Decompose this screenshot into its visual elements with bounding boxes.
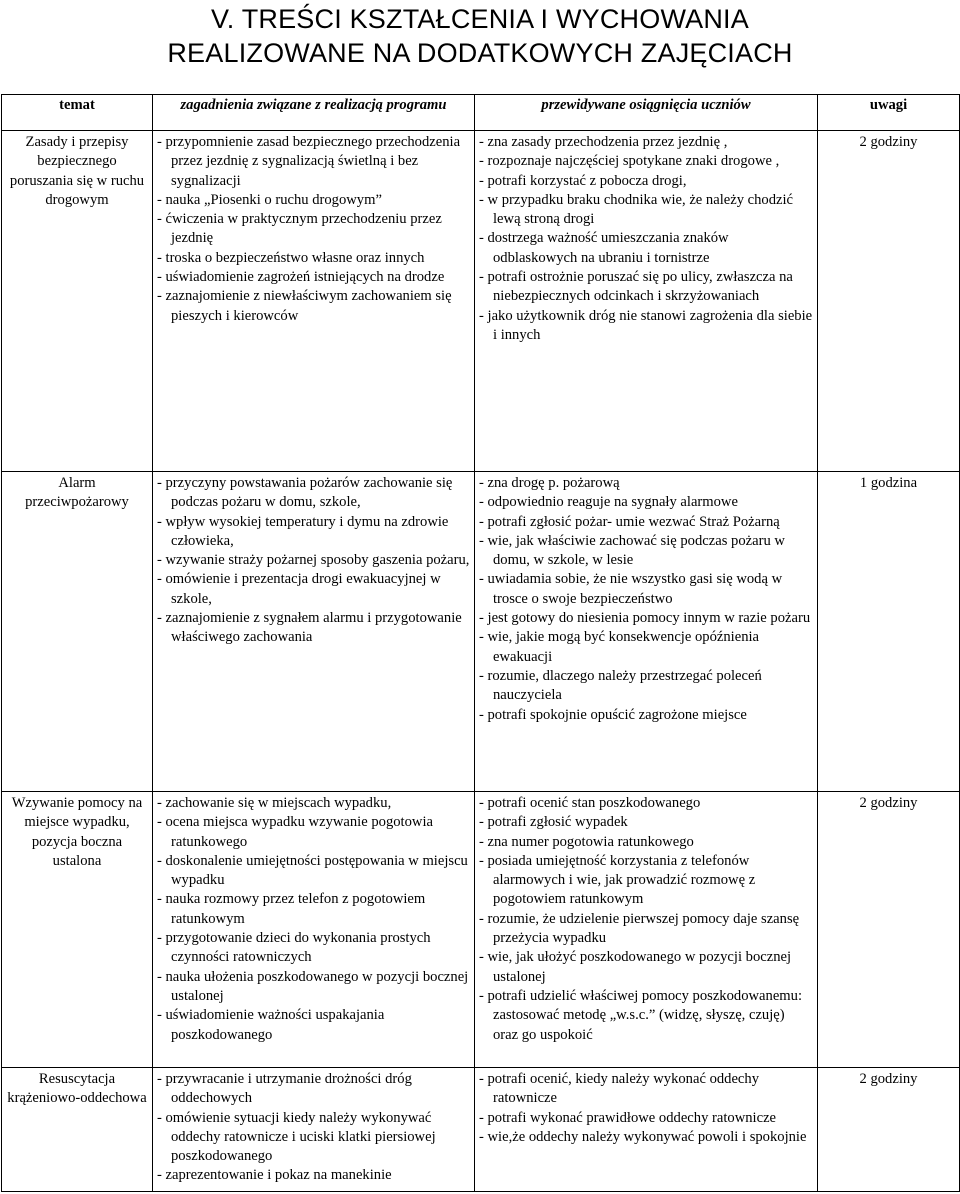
issue-item: - ćwiczenia w praktycznym przechodzeniu przez jezdnię (157, 211, 442, 247)
outcome-item: - potrafi udzielić właściwej pomocy poszkodowanemu: zastosować metodę „w.s.c.” (widzę, słyszę, czuję) oraz go uspokoić (479, 987, 802, 1043)
outcome-item: - rozumie, dlaczego należy przestrzegać poleceń nauczyciela (479, 667, 762, 704)
page-title (0, 0, 960, 70)
issue-item: - przygotowanie dzieci do wykonania prostych czynności ratowniczych (157, 930, 431, 966)
outcome-item: - dostrzega ważność umieszczania znaków odblaskowych na ubraniu i tornistrze (479, 230, 729, 266)
outcome-item: - potrafi spokojnie opuścić zagrożone miejsce (479, 706, 747, 723)
table-row (2, 131, 960, 472)
outcome-item: - odpowiednio reaguje na sygnały alarmowe (479, 494, 738, 511)
outcome-item: - potrafi korzystać z pobocza drogi, (479, 172, 687, 189)
outcome-item: - potrafi ocenić, kiedy należy wykonać oddechy ratownicze (479, 1071, 760, 1107)
issue-item: - troska o bezpieczeństwo własne oraz innych (157, 249, 425, 266)
issue-item: - ocena miejsca wypadku wzywanie pogotowia ratunkowego (157, 814, 433, 850)
cell-topic: Zasady i przepisy bezpiecznego poruszania się w ruchu drogowym (2, 131, 153, 472)
header-issues: zagadnienia związane z realizacją programu (153, 95, 475, 131)
issue-item: - nauka „Piosenki o ruchu drogowym” (157, 191, 382, 208)
outcome-item: - wie, jak właściwie zachować się podczas pożaru w domu, w szkole, w lesie (479, 532, 785, 569)
issue-item: - nauka rozmowy przez telefon z pogotowiem ratunkowym (157, 891, 426, 927)
cell-notes: 2 godziny (818, 131, 960, 472)
table-row (2, 792, 960, 1068)
cell-outcomes (475, 472, 818, 792)
issue-item: - zachowanie się w miejscach wypadku, (157, 795, 392, 811)
issue-item: - nauka ułożenia poszkodowanego w pozycji bocznej ustalonej (157, 968, 469, 1004)
cell-outcomes (475, 1068, 818, 1192)
issue-item: - wpływ wysokiej temperatury i dymu na zdrowie człowieka, (157, 513, 449, 549)
outcome-item: - potrafi ocenić stan poszkodowanego (479, 795, 701, 811)
issue-item: - przywracanie i utrzymanie drożności dróg oddechowych (157, 1071, 412, 1107)
issue-item: - omówienie sytuacji kiedy należy wykonywać oddechy ratownicze i uciski klatki piersiowej poszkodowanego (157, 1109, 436, 1165)
cell-topic: Wzywanie pomocy na miejsce wypadku, pozycja boczna ustalona (2, 792, 153, 1068)
header-topic: temat (2, 95, 153, 131)
header-outcomes: przewidywane osiągnięcia uczniów (475, 95, 818, 131)
cell-topic: Alarm przeciwpożarowy (2, 472, 153, 792)
table-row (2, 472, 960, 792)
outcome-item: - potrafi zgłosić wypadek (479, 814, 628, 831)
outcome-item: - jest gotowy do niesienia pomocy innym w razie pożaru (479, 610, 811, 627)
curriculum-table (1, 94, 960, 1192)
table-header-row (2, 95, 960, 131)
outcome-item: - wie,że oddechy należy wykonywać powoli i spokojnie (479, 1128, 807, 1145)
cell-notes: 2 godziny (818, 1068, 960, 1192)
issue-item: - doskonalenie umiejętności postępowania w miejscu wypadku (157, 852, 468, 889)
outcome-item: - potrafi wykonać prawidłowe oddechy ratownicze (479, 1109, 777, 1126)
issue-item: - zaznajomienie z sygnałem alarmu i przygotowanie właściwego zachowania (157, 610, 462, 646)
outcome-item: - zna zasady przechodzenia przez jezdnię , (479, 134, 728, 150)
table-body (2, 131, 960, 1192)
cell-notes: 1 godzina (818, 472, 960, 792)
cell-issues (153, 131, 475, 472)
cell-issues (153, 472, 475, 792)
outcome-item: - rozpoznaje najczęściej spotykane znaki drogowe , (479, 153, 780, 170)
cell-topic: Resuscytacja krążeniowo-oddechowa (2, 1068, 153, 1192)
cell-issues (153, 792, 475, 1068)
issue-item: - zaznajomienie z niewłaściwym zachowaniem się pieszych i kierowców (157, 288, 452, 324)
outcome-item: - zna numer pogotowia ratunkowego (479, 833, 694, 850)
issue-item: - uświadomienie ważności uspakajania poszkodowanego (157, 1007, 385, 1043)
cell-outcomes (475, 131, 818, 472)
cell-outcomes (475, 792, 818, 1068)
title-line-1: V. TREŚCI KSZTAŁCENIA I WYCHOWANIA (211, 4, 749, 34)
issue-item: - uświadomienie zagrożeń istniejących na drodze (157, 269, 445, 286)
outcome-item: - wie, jak ułożyć poszkodowanego w pozycji bocznej ustalonej (479, 949, 792, 985)
outcome-item: - posiada umiejętność korzystania z telefonów alarmowych i wie, jak prowadzić rozmowę z pogotowiem ratunkowym (479, 852, 756, 908)
outcome-item: - wie, jakie mogą być konsekwencje opóźnienia ewakuacji (479, 629, 760, 665)
outcome-item: - w przypadku braku chodnika wie, że należy chodzić lewą stroną drogi (479, 191, 794, 228)
header-notes: uwagi (818, 95, 960, 131)
title-line-2: REALIZOWANE NA DODATKOWYCH ZAJĘCIACH (167, 38, 793, 68)
issue-item: - omówienie i prezentacja drogi ewakuacyjnej w szkole, (157, 571, 441, 607)
outcome-item: - zna drogę p. pożarową (479, 475, 620, 491)
cell-issues (153, 1068, 475, 1192)
outcome-item: - rozumie, że udzielenie pierwszej pomocy daje szansę przeżycia wypadku (479, 910, 800, 947)
table-row (2, 1068, 960, 1192)
issue-item: - przypomnienie zasad bezpiecznego przechodzenia przez jezdnię z sygnalizacją świetlną i bez sygnalizacji (157, 134, 461, 189)
cell-notes: 2 godziny (818, 792, 960, 1068)
outcome-item: - jako użytkownik dróg nie stanowi zagrożenia dla siebie i innych (479, 307, 813, 343)
issue-item: - zaprezentowanie i pokaz na manekinie (157, 1167, 392, 1184)
outcome-item: - potrafi ostrożnie poruszać się po ulicy, zwłaszcza na niebezpiecznych odcinkach i skrzyżowaniach (479, 269, 793, 305)
issue-item: - przyczyny powstawania pożarów zachowanie się podczas pożaru w domu, szkole, (157, 475, 453, 511)
outcome-item: - uwiadamia sobie, że nie wszystko gasi się wodą w trosce o swoje bezpieczeństwo (479, 571, 783, 607)
outcome-item: - potrafi zgłosić pożar- umie wezwać Straż Pożarną (479, 513, 780, 530)
issue-item: - wzywanie straży pożarnej sposoby gaszenia pożaru, (157, 552, 470, 569)
